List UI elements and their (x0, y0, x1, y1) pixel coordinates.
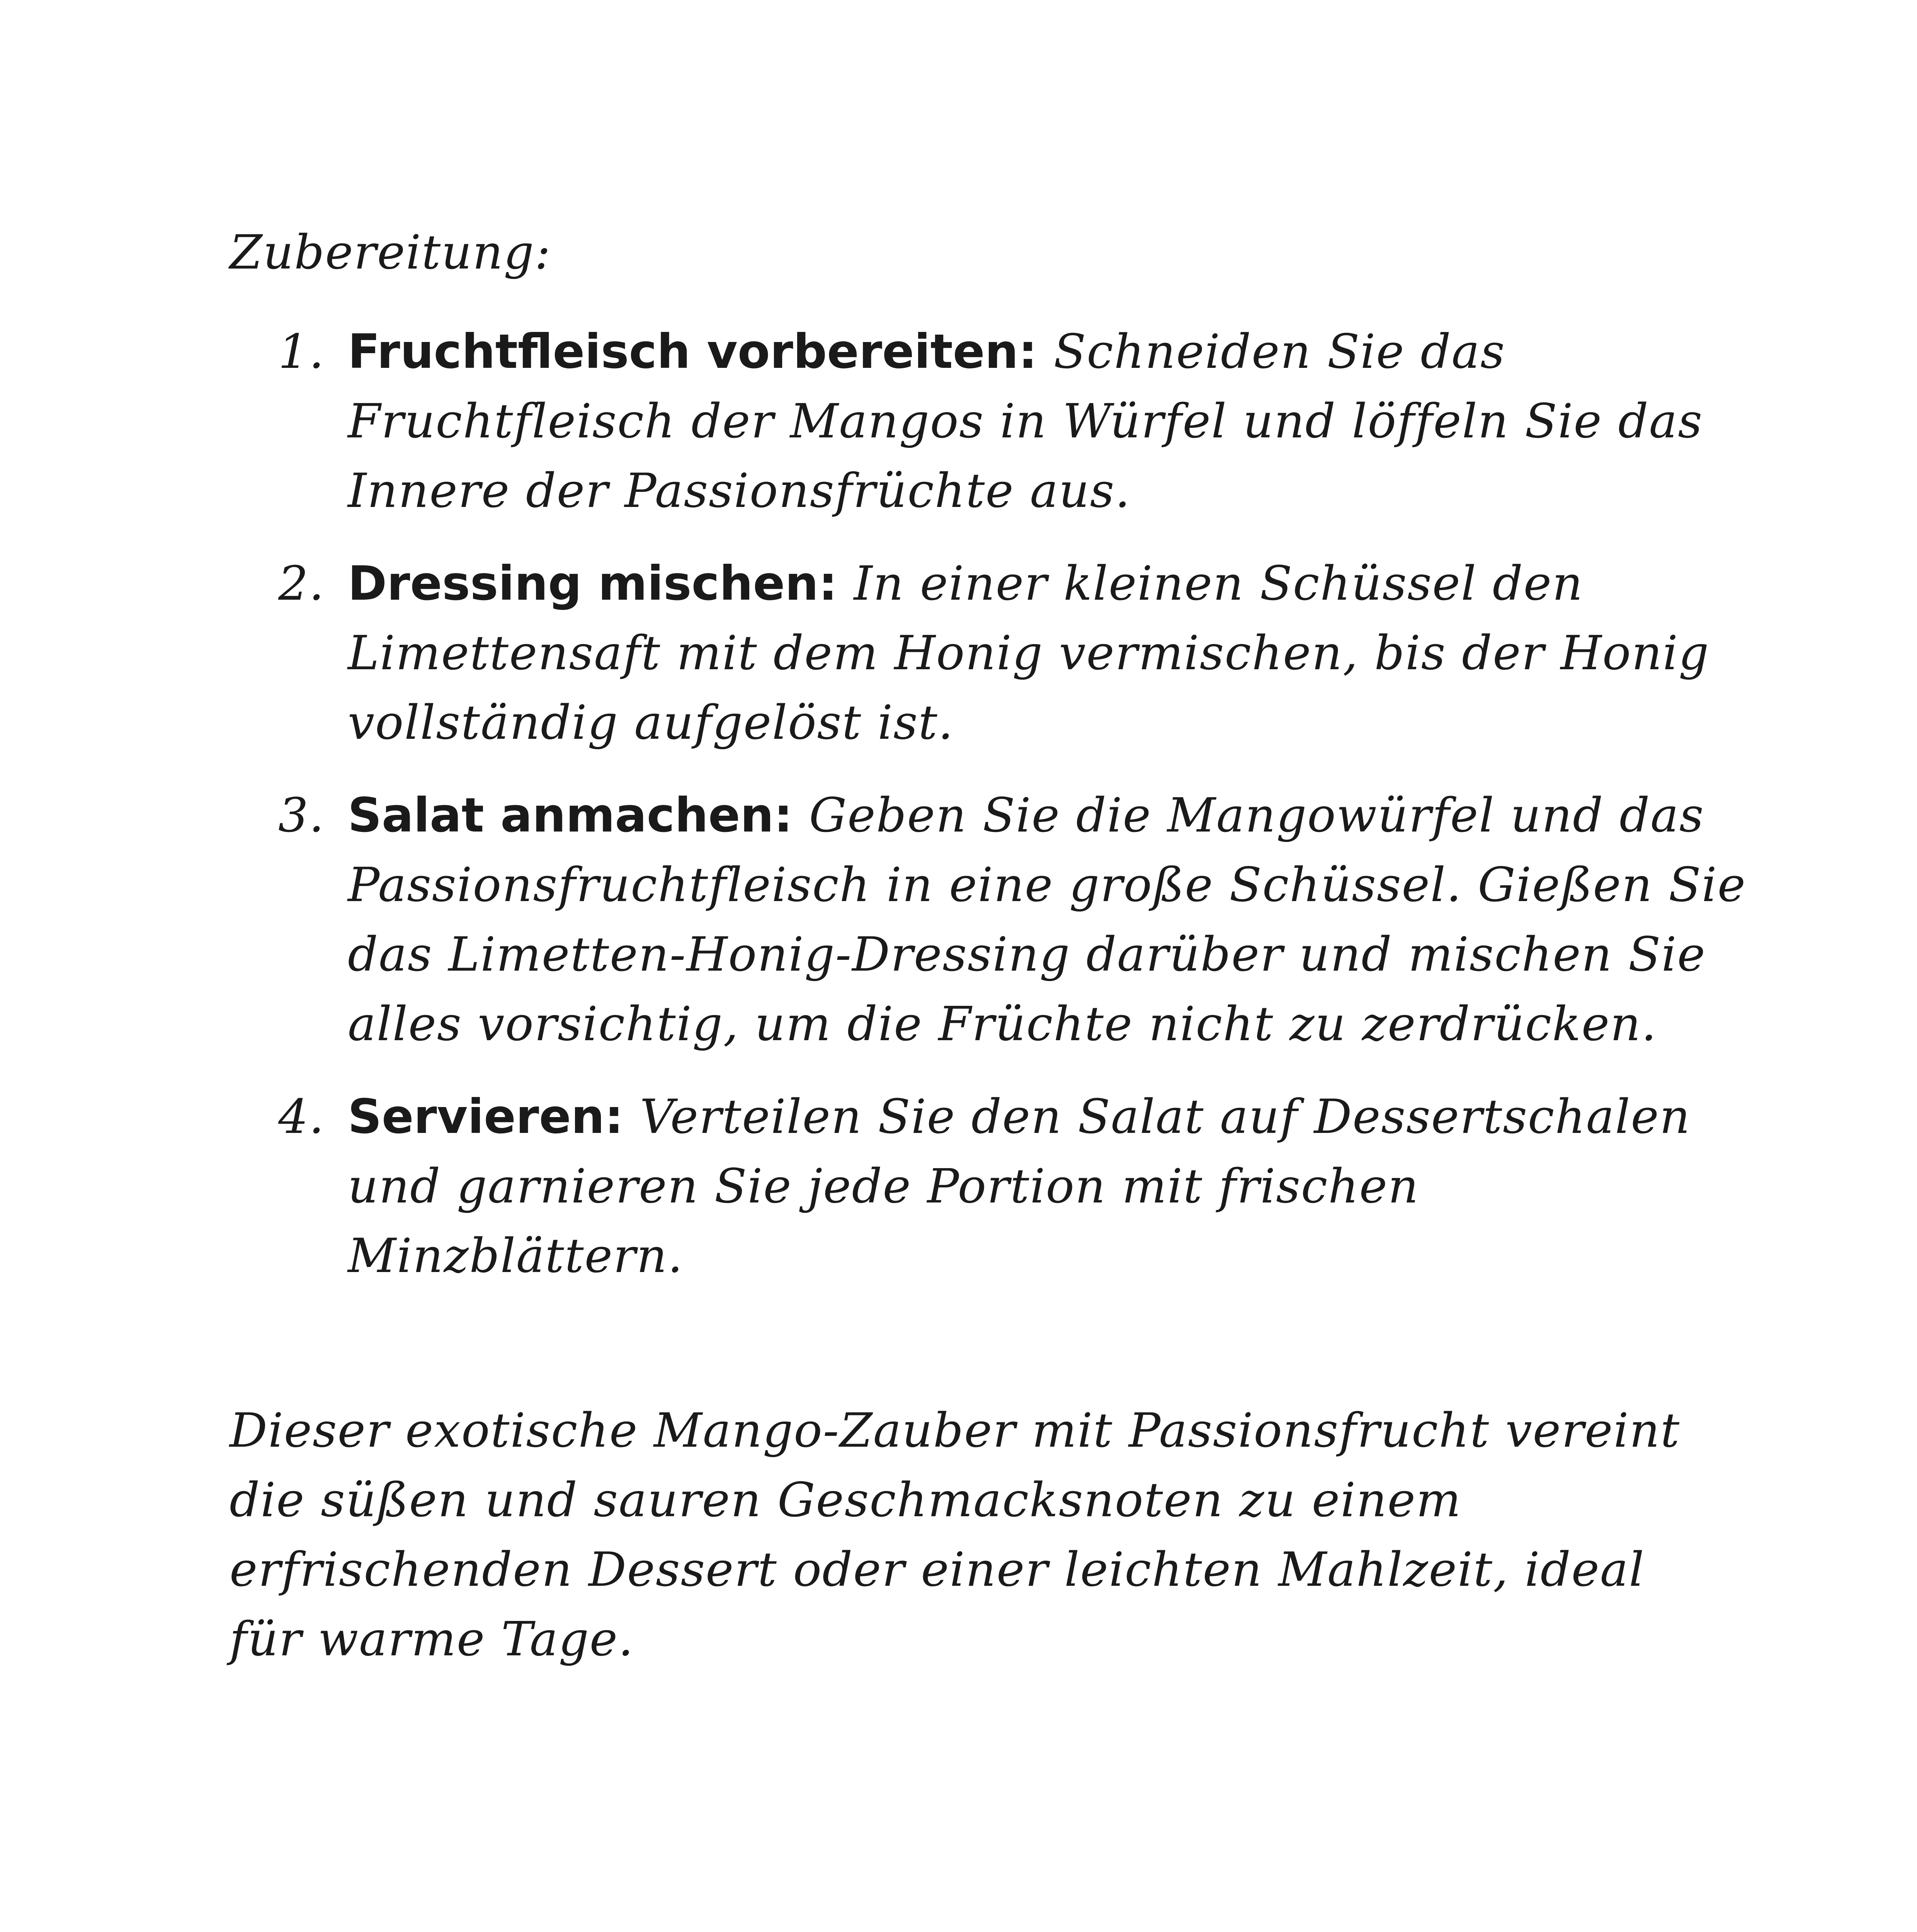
step-title: Salat anmachen: (348, 788, 809, 843)
step-number: 4. (278, 1089, 325, 1144)
step-number: 2. (278, 556, 325, 611)
step-item (278, 317, 1747, 526)
step-item (278, 1082, 1747, 1291)
step-item (278, 781, 1747, 1059)
preparation-steps-list (278, 317, 1747, 1314)
closing-paragraph: Dieser exotische Mango-Zauber mit Passionsfrucht vereint die süßen und sauren Geschmacksnoten zu einem erfrischenden Dessert oder einer leichten Mahlzeit, ideal für warme Tage. (230, 1403, 1681, 1667)
step-text: Geben Sie die Mangowürfel und das Passionsfruchtfleisch in eine große Schüssel. Gießen Sie das Limetten-Honig-Dressing darüber und mischen Sie alles vorsichtig, um die Früchte nicht zu zerdrücken. (348, 788, 1746, 1051)
step-title: Fruchtfleisch vorbereiten: (348, 324, 1054, 379)
step-number: 1. (278, 324, 325, 379)
step-text: Verteilen Sie den Salat auf Dessertschalen und garnieren Sie jede Portion mit frischen Minzblättern. (348, 1089, 1691, 1283)
step-number: 3. (278, 788, 325, 843)
step-title: Servieren: (348, 1089, 640, 1144)
section-heading: Zubereitung: (230, 225, 551, 280)
step-text: In einer kleinen Schüssel den Limettensaft mit dem Honig vermischen, bis der Honig vollständig aufgelöst ist. (348, 556, 1710, 750)
step-item (278, 549, 1747, 757)
step-title: Dressing mischen: (348, 556, 854, 611)
step-text: Schneiden Sie das Fruchtfleisch der Mangos in Würfel und löffeln Sie das Innere der Passionsfrüchte aus. (348, 324, 1703, 518)
